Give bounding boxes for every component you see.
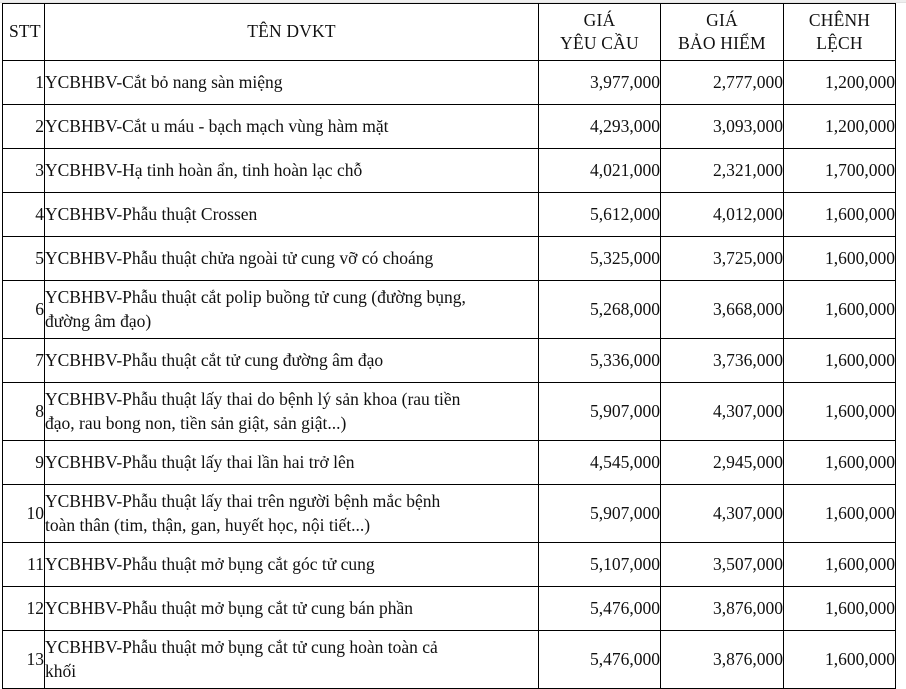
- cell-stt: 2: [3, 105, 45, 149]
- cell-difference: 1,600,000: [784, 587, 896, 631]
- column-header-insurance-price: [661, 4, 784, 61]
- cell-insurance-price: 3,093,000: [661, 105, 784, 149]
- service-name-line: YCBHBV-Phẫu thuật lấy thai lần hai trở lên: [45, 451, 355, 472]
- cell-service-name: [45, 441, 539, 485]
- cell-service-name: [45, 193, 539, 237]
- column-header-line: GIÁ: [706, 9, 738, 30]
- service-name-line: đạo, rau bong non, tiền sản giật, sản giật...): [45, 412, 347, 433]
- cell-requested-price: 5,336,000: [539, 339, 661, 383]
- cell-requested-price: 5,907,000: [539, 383, 661, 441]
- cell-requested-price: 5,476,000: [539, 631, 661, 689]
- cell-service-name: [45, 631, 539, 689]
- table-row: [3, 193, 896, 237]
- cell-requested-price: 3,977,000: [539, 61, 661, 105]
- cell-insurance-price: 3,736,000: [661, 339, 784, 383]
- table-row: [3, 149, 896, 193]
- cell-insurance-price: 3,876,000: [661, 631, 784, 689]
- service-name-line: YCBHBV-Phẫu thuật cắt polip buồng tử cung (đường bụng,: [45, 287, 466, 308]
- cell-service-name: [45, 237, 539, 281]
- cell-service-name: [45, 149, 539, 193]
- service-name-line: YCBHBV-Cắt bỏ nang sàn miệng: [45, 71, 283, 92]
- column-header-line: GIÁ: [583, 9, 616, 30]
- cell-insurance-price: 3,725,000: [661, 237, 784, 281]
- cell-service-name: [45, 485, 539, 543]
- column-header-requested-price: [539, 4, 661, 61]
- cell-service-name: [45, 105, 539, 149]
- service-name-line: YCBHBV-Hạ tinh hoàn ẩn, tinh hoàn lạc chỗ: [45, 159, 363, 180]
- cell-insurance-price: 3,876,000: [661, 587, 784, 631]
- cell-insurance-price: 2,321,000: [661, 149, 784, 193]
- cell-stt: 7: [3, 339, 45, 383]
- cell-difference: 1,200,000: [784, 61, 896, 105]
- table-row: [3, 441, 896, 485]
- table-body: [3, 61, 896, 689]
- cell-stt: 10: [3, 485, 45, 543]
- cell-insurance-price: 2,777,000: [661, 61, 784, 105]
- cell-stt: 13: [3, 631, 45, 689]
- cell-insurance-price: 3,507,000: [661, 543, 784, 587]
- column-header-line: YÊU CẦU: [560, 33, 639, 53]
- service-name-line: YCBHBV-Phẫu thuật cắt tử cung đường âm đạo: [45, 349, 384, 370]
- cell-insurance-price: 4,307,000: [661, 383, 784, 441]
- cell-difference: 1,600,000: [784, 543, 896, 587]
- service-name-line: YCBHBV-Phẫu thuật lấy thai trên người bệnh mắc bệnh: [45, 491, 441, 512]
- cell-service-name: [45, 383, 539, 441]
- service-name-line: YCBHBV-Phẫu thuật mở bụng cắt tử cung bán phần: [45, 597, 414, 618]
- service-name-line: khối: [45, 660, 77, 681]
- column-header-name: [45, 4, 539, 61]
- table-header-row: [3, 4, 896, 61]
- cell-insurance-price: 3,668,000: [661, 281, 784, 339]
- column-header-line: CHÊNH: [808, 9, 871, 30]
- cell-insurance-price: 2,945,000: [661, 441, 784, 485]
- cell-service-name: [45, 543, 539, 587]
- table-row: [3, 485, 896, 543]
- table-row: [3, 61, 896, 105]
- table-row: [3, 105, 896, 149]
- cell-stt: 4: [3, 193, 45, 237]
- cell-insurance-price: 4,012,000: [661, 193, 784, 237]
- cell-stt: 9: [3, 441, 45, 485]
- table-row: [3, 237, 896, 281]
- cell-difference: 1,600,000: [784, 193, 896, 237]
- table-row: [3, 587, 896, 631]
- column-header-line: STT: [9, 21, 41, 42]
- cell-stt: 5: [3, 237, 45, 281]
- cell-requested-price: 4,021,000: [539, 149, 661, 193]
- price-list-table: [2, 3, 896, 689]
- column-header-line: TÊN DVKT: [247, 21, 336, 42]
- cell-difference: 1,600,000: [784, 383, 896, 441]
- cell-requested-price: 4,293,000: [539, 105, 661, 149]
- table-row: [3, 543, 896, 587]
- table-row: [3, 281, 896, 339]
- cell-service-name: [45, 61, 539, 105]
- cell-difference: 1,600,000: [784, 281, 896, 339]
- cell-stt: 6: [3, 281, 45, 339]
- cell-service-name: [45, 339, 539, 383]
- service-name-line: YCBHBV-Phẫu thuật chửa ngoài tử cung vỡ có choáng: [45, 247, 434, 268]
- table-row: [3, 339, 896, 383]
- service-name-line: YCBHBV-Phẫu thuật Crossen: [45, 203, 258, 224]
- service-name-line: đường âm đạo): [45, 310, 152, 331]
- service-name-line: toàn thân (tim, thận, gan, huyết học, nội tiết...): [45, 514, 371, 535]
- cell-requested-price: 5,107,000: [539, 543, 661, 587]
- cell-requested-price: 5,907,000: [539, 485, 661, 543]
- cell-service-name: [45, 587, 539, 631]
- table-header: [3, 4, 896, 61]
- column-header-stt: [3, 4, 45, 61]
- cell-difference: 1,600,000: [784, 631, 896, 689]
- cell-stt: 3: [3, 149, 45, 193]
- table-row: [3, 631, 896, 689]
- column-header-difference: [784, 4, 896, 61]
- cell-difference: 1,600,000: [784, 441, 896, 485]
- cell-stt: 11: [3, 543, 45, 587]
- cell-service-name: [45, 281, 539, 339]
- cell-requested-price: 5,476,000: [539, 587, 661, 631]
- column-header-line: LỆCH: [816, 33, 863, 53]
- column-header-line: BẢO HIỂM: [678, 33, 766, 53]
- cell-insurance-price: 4,307,000: [661, 485, 784, 543]
- cell-difference: 1,200,000: [784, 105, 896, 149]
- cell-stt: 1: [3, 61, 45, 105]
- service-name-line: YCBHBV-Cắt u máu - bạch mạch vùng hàm mặt: [45, 115, 389, 136]
- cell-stt: 12: [3, 587, 45, 631]
- cell-requested-price: 5,268,000: [539, 281, 661, 339]
- cell-stt: 8: [3, 383, 45, 441]
- service-name-line: YCBHBV-Phẫu thuật lấy thai do bệnh lý sản khoa (rau tiền: [45, 389, 461, 410]
- cell-difference: 1,600,000: [784, 339, 896, 383]
- cell-difference: 1,700,000: [784, 149, 896, 193]
- service-name-line: YCBHBV-Phẫu thuật mở bụng cắt tử cung hoàn toàn cả: [45, 637, 438, 658]
- cell-requested-price: 5,612,000: [539, 193, 661, 237]
- cell-difference: 1,600,000: [784, 237, 896, 281]
- cell-requested-price: 5,325,000: [539, 237, 661, 281]
- cell-difference: 1,600,000: [784, 485, 896, 543]
- table-row: [3, 383, 896, 441]
- cell-requested-price: 4,545,000: [539, 441, 661, 485]
- service-name-line: YCBHBV-Phẫu thuật mở bụng cắt góc tử cung: [45, 553, 375, 574]
